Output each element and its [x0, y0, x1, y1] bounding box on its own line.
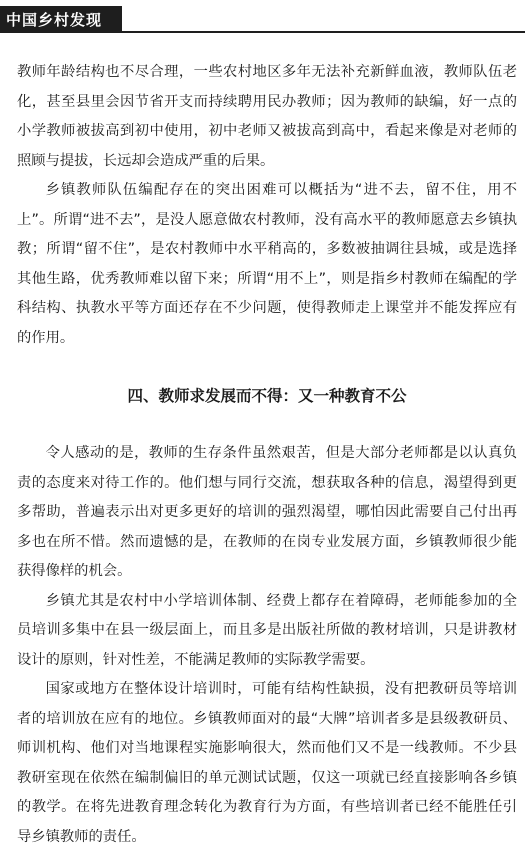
section-title: 中国乡村发现: [6, 11, 103, 29]
paragraph-1: 教师年龄结构也不尽合理，一些农村地区多年无法补充新鲜血液，教师队伍老化，甚至县里会因节省开支而持续聘用民办教师；因为教师的缺编，好一点的小学教师被拔高到初中使用，初中老师又被拔高到高中，看起来像是对老师的照顾与提拔，长远却会造成严重的后果。: [17, 64, 517, 169]
article-body: [17, 58, 517, 852]
paragraph-5: 国家或地方在整体设计培训时，可能有结构性缺损，没有把教研员等培训者的培训放在应有的地位。乡镇教师面对的最“大牌”培训者多是县级教研员、师训机构、他们对当地课程实施影响很大，然而他们又不是一线教师。不少县教研室现在依然在编制偏旧的单元测试试题，仅这一项就已经直接影响各乡镇的教学。在将先进教育理念转化为教育行为方面，有些培训者已经不能胜任引导乡镇教师的责任。: [17, 681, 517, 845]
paragraph-3: 令人感动的是，教师的生存条件虽然艰苦，但是大部分老师都是以认真负责的态度来对待工作的。他们想与同行交流，想获取各种的信息，渴望得到更多帮助，普遍表示出对更多更好的培训的强烈渴望，哪怕因此需要自己付出再多也在所不惜。然而遗憾的是，在教师的在岗专业发展方面，乡镇教师很少能获得像样的机会。: [17, 445, 517, 579]
header-rule: [122, 31, 525, 33]
paragraph-4: 乡镇尤其是农村中小学培训体制、经费上都存在着障碍，老师能参加的全员培训多集中在县一级层面上，而且多是出版社所做的教材培训，只是讲教材设计的原则，针对性差，不能满足教师的实际教学需要。: [17, 592, 517, 668]
section-heading: 四、教师求发展而不得：又一种教育不公: [127, 387, 407, 405]
section-header: [0, 6, 122, 33]
paragraph-2: 乡镇教师队伍编配存在的突出困难可以概括为“进不去，留不住，用不上”。所谓“进不去”，是没人愿意做农村教师，没有高水平的教师愿意去乡镇执教；所谓“留不住”，是农村教师中水平稍高的，多数被抽调往县城，或是选择其他生路，优秀教师难以留下来；所谓“用不上”，则是指乡村教师在编配的学科结构、执教水平等方面还存在不少问题，使得教师走上课堂并不能发挥应有的作用。: [17, 182, 517, 346]
